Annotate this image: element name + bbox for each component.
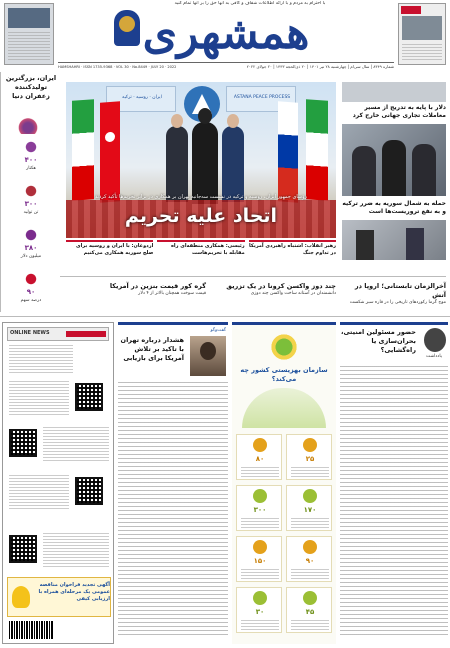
ad-body (9, 381, 69, 415)
backdrop-sign: ASTANA PEACE PROCESS (226, 86, 296, 112)
main-kicker: رؤسای جمهور ایران، روسیه و ترکیه در نشست سه‌جانبه تهران بر همکاری در برابر تحریم‌ها تأکید کردند (95, 194, 307, 200)
stat-cell: ۹۰ (286, 536, 332, 582)
illustration (242, 388, 326, 428)
flag-turkey (100, 101, 120, 202)
saffron-stat (5, 140, 57, 180)
divider (60, 276, 446, 277)
main-headline[interactable]: اتحاد علیه تحریم (124, 205, 278, 227)
ad-browser-bar (7, 327, 109, 341)
story-dek: دانشمندان در آستانه ساخت واکسن چند دوزی (250, 291, 336, 296)
masthead-thumbnail-left[interactable] (4, 3, 54, 65)
saffron-stat (5, 184, 57, 224)
stat-value: ۹۰ (26, 288, 36, 296)
masthead-logo[interactable] (58, 6, 394, 62)
saffron-flower-icon (15, 118, 41, 134)
stat-cell: ۳۰ (236, 587, 282, 633)
oped-title[interactable]: حضور مسئولین امنیتی، بحران‌سازی یا راه‌گشایی؟ (340, 328, 416, 354)
caption-item[interactable]: اردوغان: با ایران و روسیه برای صلح سوریه همکاری می‌کنیم (66, 240, 153, 272)
stat-cell: ۳۰۰ (236, 485, 282, 531)
stat-cell: ۴۵ (286, 587, 332, 633)
qr-code[interactable] (75, 383, 103, 411)
ad-footer[interactable]: آگهی تجدید فراخوان مناقصه عمومی یک مرحله‌ای همراه با ارزیابی کیفی (7, 577, 111, 617)
story-headline[interactable]: حمله به شمال سوریه به ضرر ترکیه و به نفع تروریست‌ها است (342, 200, 446, 215)
stat-value: ۳۸۰ (24, 244, 38, 252)
stat-cell: ۲۵ (286, 434, 332, 480)
saffron-column (0, 72, 60, 312)
qr-code[interactable] (9, 535, 37, 563)
masthead (0, 0, 450, 76)
stat-cell: ۱۷۰ (286, 485, 332, 531)
stat-cell: ۱۵۰ (236, 536, 282, 582)
story-headline[interactable]: دلار با پایه به تدریج از مسیر معاملات تجاری جهانی خارج کرد (352, 104, 446, 119)
infographic-logo-icon (262, 330, 306, 364)
masthead-thumbnail-right[interactable] (398, 3, 446, 65)
oped-author: یادداشت (425, 354, 443, 359)
ad-site-name[interactable]: ONLINE NEWS (10, 330, 50, 336)
masthead-slogan: با احترام به مردم و با ارائه اطلاعات شفاف و کافی به آنها حق را بر آنها تمام کنید (174, 1, 326, 6)
interviewee-photo (190, 336, 226, 376)
row2-story[interactable] (212, 282, 336, 312)
emblem-icon (114, 10, 140, 46)
right-top-column (342, 78, 446, 274)
backdrop-sign: ایران · روسیه · ترکیه (106, 86, 176, 112)
saffron-headline[interactable]: ایران، بزرگترین تولیدکننده زعفران دنیا (5, 74, 57, 100)
saffron-stat (5, 228, 57, 268)
story-headline: گره کور قیمت بنزین در آمریکا (109, 282, 206, 290)
divider (0, 316, 450, 317)
story-dek: موج گرما رکوردهای تاریخی را در قاره سبز شکست (349, 300, 446, 305)
flag-iran (72, 99, 94, 201)
story-dek: قیمت سوخت همچنان بالاتر از ۴ دلار (138, 291, 206, 296)
person (222, 126, 244, 202)
flag-iran (306, 99, 328, 201)
ad-body (9, 475, 69, 509)
under-photo-row (66, 240, 336, 272)
oped-body (340, 366, 448, 636)
caption-item[interactable]: رئیسی: همکاری منطقه‌ای راه مقابله با تحریم‌هاست (157, 240, 244, 272)
row2-story[interactable] (64, 282, 206, 312)
row2-story[interactable] (342, 282, 446, 312)
flag-russia (278, 101, 298, 202)
barcode (9, 621, 53, 639)
oped-column (340, 322, 448, 644)
stat-value: ۳۰۰ (24, 200, 38, 208)
ad-body (9, 345, 73, 375)
interview-subtitle: گفت‌وگو (210, 328, 226, 333)
main-photo[interactable] (66, 82, 336, 238)
logo-text: همشهری (142, 8, 310, 59)
dateline: شماره ۸۴۴۹ | سال سی‌ام | چهارشنبه ۲۸ تیر ۱۴۰۱ | ۲۰ ذی‌الحجه ۱۴۴۳ | ۲۰ جولای ۲۰۲۲ (246, 63, 394, 69)
story-photo[interactable] (342, 124, 446, 196)
stat-label: تن تولید (23, 210, 39, 215)
stat-label: هکتار (26, 166, 36, 171)
infographic-column (232, 322, 336, 644)
lamp-icon (12, 586, 30, 608)
story-photo[interactable] (342, 82, 446, 102)
story-headline: چند دوز واکسن کرونا در یک تزریق (226, 282, 336, 290)
person (166, 126, 188, 202)
latin-dateline: HAMSHAHRI · ISSN 1735-9368 · VOL 30 · No.8449 · JULY 20 · 2022 (58, 64, 177, 69)
stat-cell: ۸۰ (236, 434, 282, 480)
interview-title[interactable]: هشدار درباره تهران با تاکید بر تلاش آمریکا برای بازیابی (120, 336, 184, 362)
ad-body (43, 427, 109, 461)
story-photo[interactable] (342, 220, 446, 260)
stat-label: درصد سهم (20, 298, 42, 303)
caption-item[interactable]: رهبر انقلاب: اشتباه راهبردی آمریکا در تداوم جنگ (249, 240, 336, 272)
dateline-bar (58, 62, 394, 70)
ad-body (43, 533, 109, 567)
interview-column (118, 322, 228, 644)
author-avatar (424, 328, 446, 352)
stat-value: ۴۰۰ (24, 156, 38, 164)
interview-body (118, 382, 228, 636)
qr-code[interactable] (9, 429, 37, 457)
story-headline: آخرالزمان تابستانی؛ اروپا در آتش (354, 282, 446, 299)
qr-code[interactable] (75, 477, 103, 505)
person (192, 122, 218, 204)
stat-label: میلیون دلار (20, 254, 42, 259)
saffron-stat (5, 272, 57, 308)
ad-column (2, 322, 114, 644)
infographic-title[interactable]: سازمان بهزیستی کشور چه می‌کند؟ (240, 366, 328, 383)
stat-grid (236, 434, 332, 634)
